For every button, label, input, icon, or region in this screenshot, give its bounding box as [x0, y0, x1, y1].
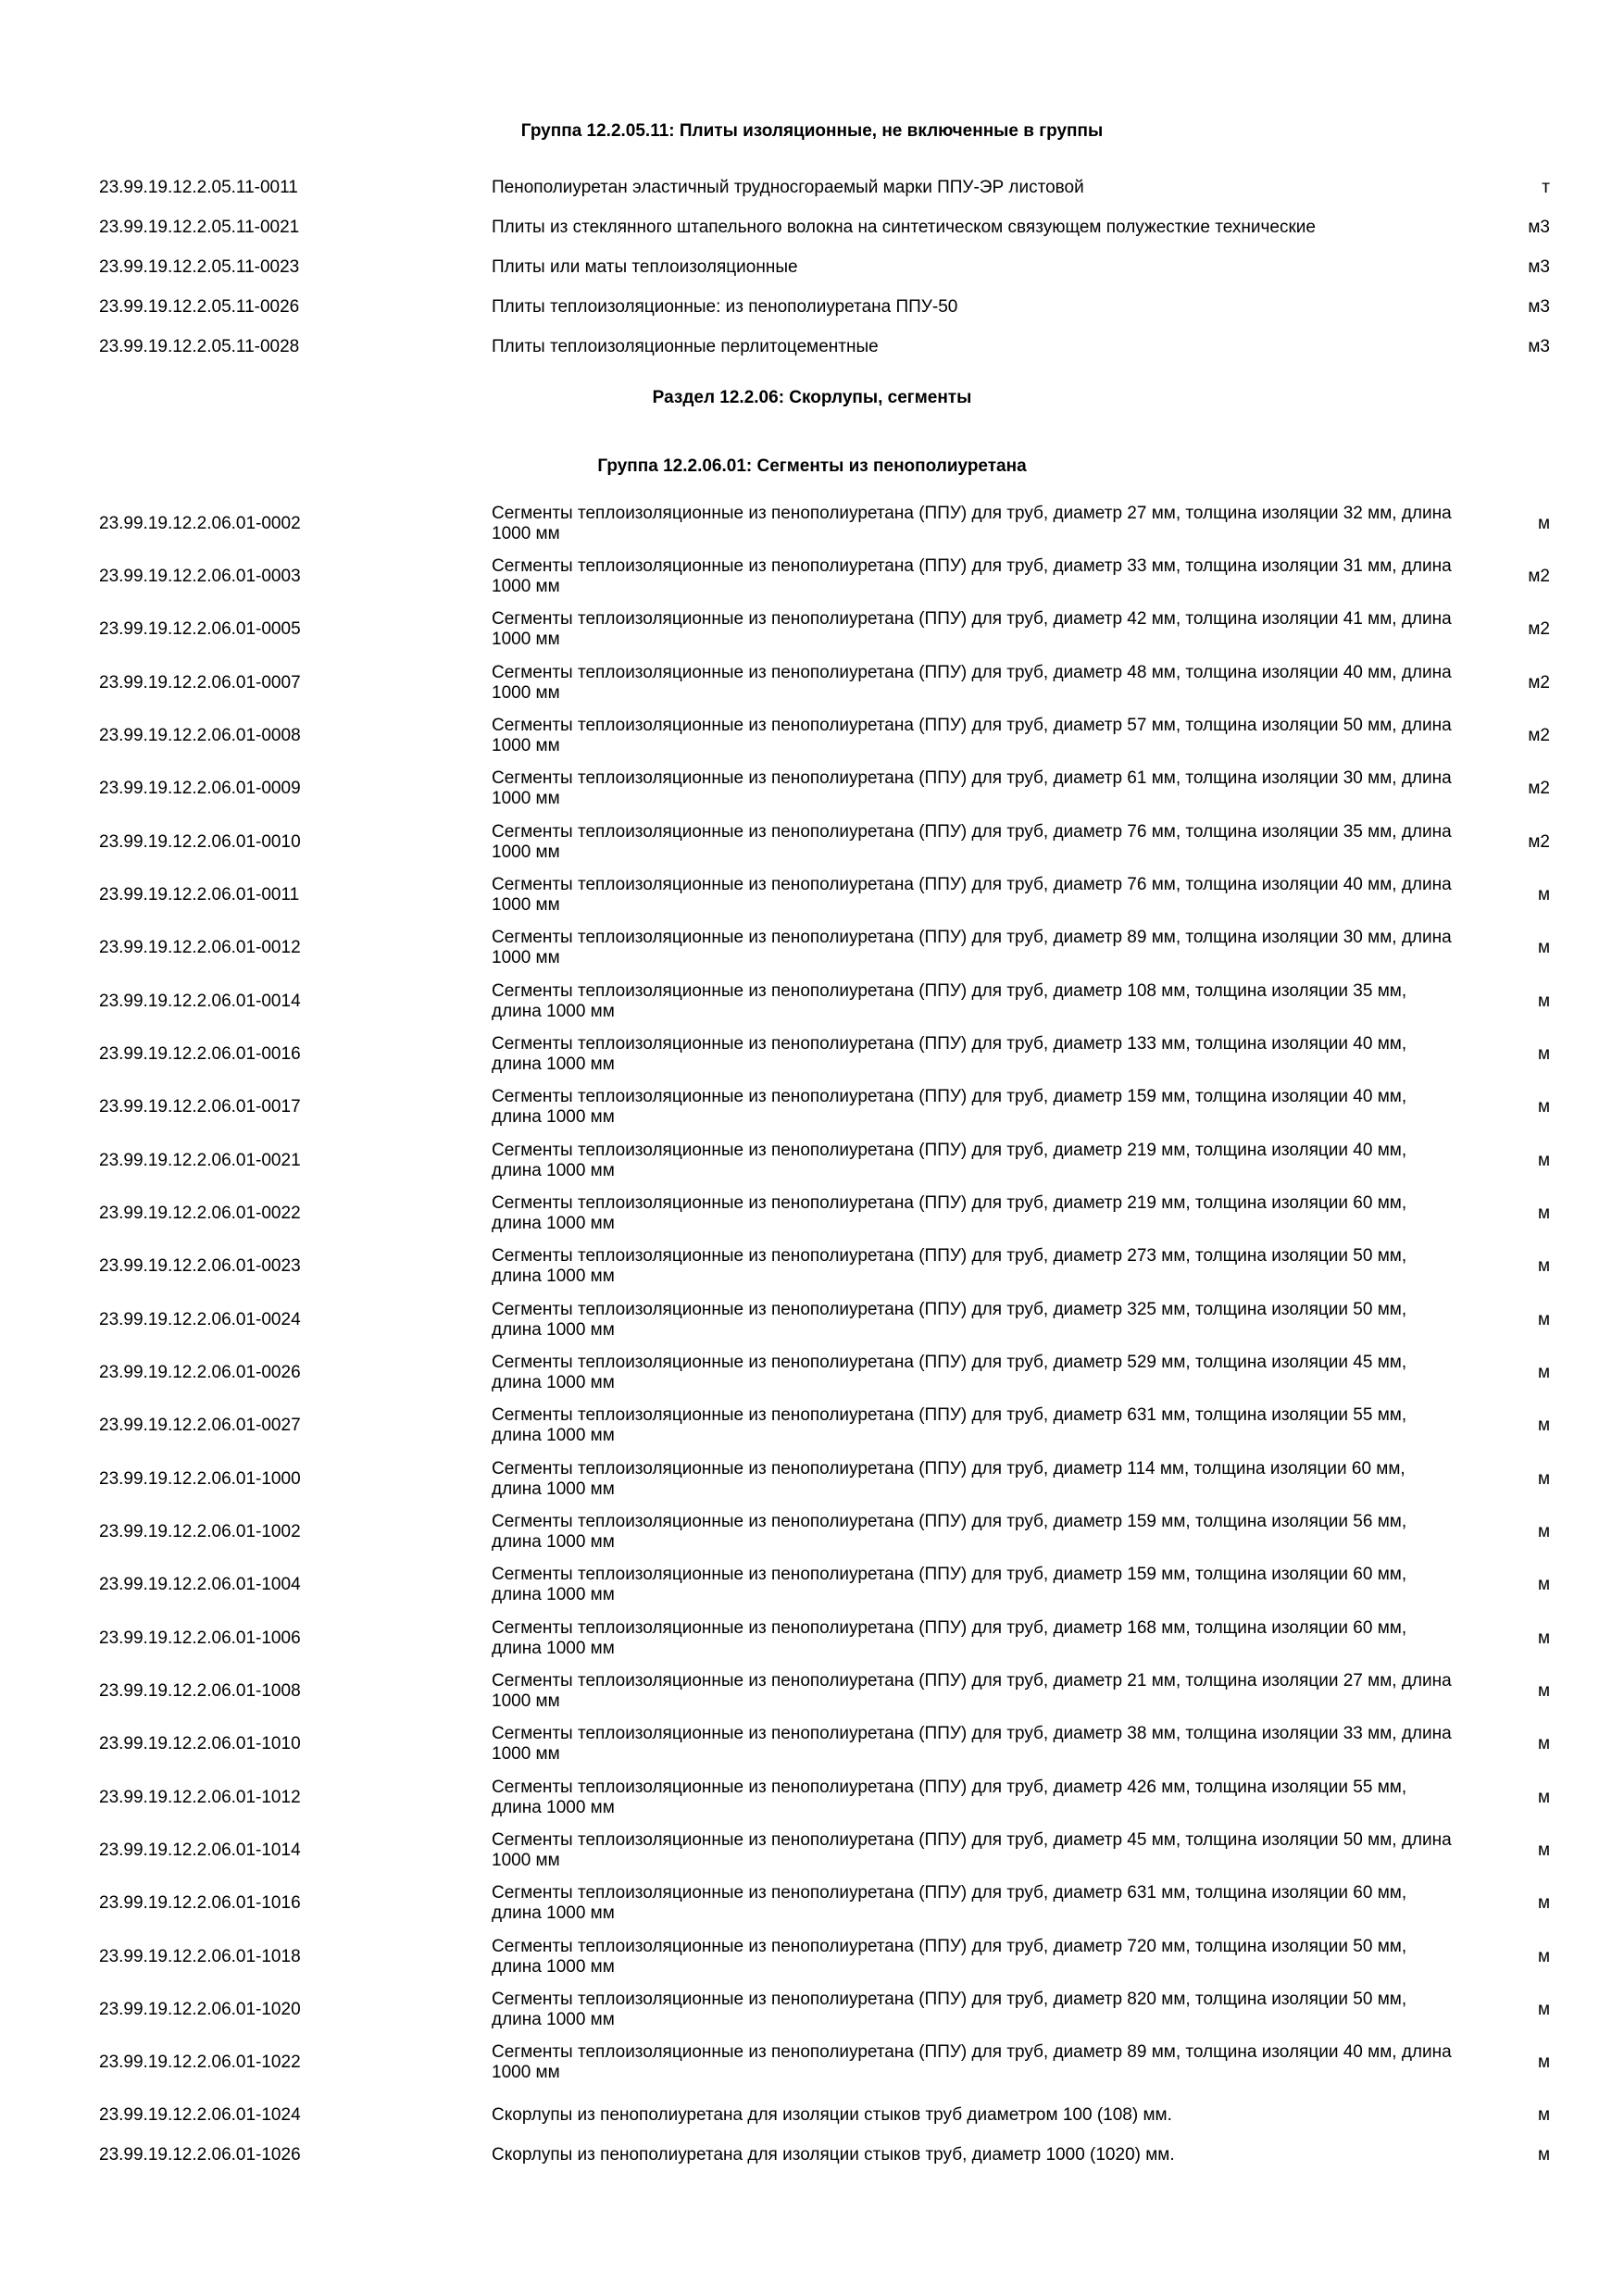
- table-row: [0, 1246, 1624, 1287]
- row-unit: м: [1537, 2145, 1550, 2165]
- table-row: [0, 1141, 1624, 1181]
- row-code: 23.99.19.12.2.06.01-1014: [99, 1841, 301, 1860]
- row-code: 23.99.19.12.2.06.01-0014: [99, 992, 301, 1011]
- row-name: Скорлупы из пенополиуретана для изоляции стыков труб, диаметр 1000 (1020) мм.: [492, 2145, 1175, 2165]
- row-code: 23.99.19.12.2.06.01-1006: [99, 1628, 301, 1648]
- row-unit: м: [1537, 938, 1550, 957]
- row-unit: м: [1537, 1363, 1550, 1382]
- table-row: [0, 1565, 1624, 1605]
- table-row: [0, 2102, 1624, 2129]
- row-code: 23.99.19.12.2.06.01-0008: [99, 726, 301, 745]
- table-row: [0, 1193, 1624, 1234]
- row-code: 23.99.19.12.2.06.01-1012: [99, 1788, 301, 1807]
- row-unit: м: [1537, 1734, 1550, 1753]
- table-row: [0, 1353, 1624, 1393]
- row-unit: м2: [1528, 673, 1550, 693]
- row-code: 23.99.19.12.2.06.01-0021: [99, 1151, 301, 1170]
- row-code: 23.99.19.12.2.06.01-0023: [99, 1256, 301, 1276]
- row-unit: м: [1537, 1522, 1550, 1541]
- row-code: 23.99.19.12.2.06.01-1016: [99, 1893, 301, 1913]
- row-unit: м: [1537, 1893, 1550, 1913]
- table-row: [0, 1671, 1624, 1712]
- row-name: Плиты теплоизоляционные: из пенополиуретана ППУ-50: [492, 297, 958, 317]
- table-row: [0, 1778, 1624, 1818]
- row-unit: м: [1537, 1788, 1550, 1807]
- table-row: [0, 1830, 1624, 1871]
- table-row: [0, 293, 1624, 321]
- row-code: 23.99.19.12.2.05.11-0026: [99, 297, 300, 317]
- row-code: 23.99.19.12.2.06.01-1004: [99, 1575, 301, 1594]
- row-code: 23.99.19.12.2.06.01-0022: [99, 1204, 301, 1223]
- row-code: 23.99.19.12.2.06.01-0010: [99, 832, 301, 852]
- row-unit: м3: [1528, 337, 1550, 356]
- table-row: [0, 1883, 1624, 1924]
- row-unit: м2: [1528, 726, 1550, 745]
- row-code: 23.99.19.12.2.06.01-1026: [99, 2145, 301, 2165]
- row-unit: м3: [1528, 297, 1550, 317]
- row-name: Сегменты теплоизоляционные из пенополиуретана (ППУ) для труб, диаметр 61 мм, толщина изоляции 30 мм, длина 1000 мм: [492, 768, 1452, 808]
- table-row: [0, 1459, 1624, 1500]
- row-name: Сегменты теплоизоляционные из пенополиуретана (ППУ) для труб, диаметр 219 мм, толщина изоляции 40 мм, длина 1000 мм: [492, 1141, 1407, 1180]
- row-name: Сегменты теплоизоляционные из пенополиуретана (ППУ) для труб, диаметр 108 мм, толщина изоляции 35 мм, длина 1000 мм: [492, 981, 1407, 1021]
- row-name: Плиты теплоизоляционные перлитоцементные: [492, 337, 879, 356]
- row-unit: м: [1537, 1628, 1550, 1648]
- row-unit: м: [1537, 1097, 1550, 1117]
- row-code: 23.99.19.12.2.06.01-0003: [99, 567, 301, 586]
- row-unit: м: [1537, 514, 1550, 533]
- row-code: 23.99.19.12.2.06.01-1024: [99, 2105, 301, 2125]
- group-0601-heading: Группа 12.2.06.01: Сегменты из пенополиуретана: [597, 456, 1027, 476]
- row-unit: м: [1537, 885, 1550, 905]
- row-code: 23.99.19.12.2.06.01-0017: [99, 1097, 301, 1117]
- table-row: [0, 981, 1624, 1022]
- row-name: Плиты из стеклянного штапельного волокна на синтетическом связующем полужесткие технические: [492, 218, 1316, 237]
- section-0206-heading: Раздел 12.2.06: Скорлупы, сегменты: [652, 388, 972, 407]
- table-row: [0, 1512, 1624, 1553]
- table-row: [0, 174, 1624, 202]
- row-unit: т: [1542, 178, 1550, 197]
- table-row: [0, 1990, 1624, 2030]
- row-name: Сегменты теплоизоляционные из пенополиуретана (ППУ) для труб, диаметр 114 мм, толщина изоляции 60 мм, длина 1000 мм: [492, 1459, 1405, 1499]
- row-code: 23.99.19.12.2.05.11-0011: [99, 178, 298, 197]
- table-row: [0, 822, 1624, 863]
- table-row: [0, 2141, 1624, 2169]
- table-row: [0, 716, 1624, 756]
- row-unit: м: [1537, 1256, 1550, 1276]
- table-row: [0, 768, 1624, 809]
- row-name: Сегменты теплоизоляционные из пенополиуретана (ППУ) для труб, диаметр 631 мм, толщина изоляции 60 мм, длина 1000 мм: [492, 1883, 1407, 1923]
- row-name: Плиты или маты теплоизоляционные: [492, 257, 798, 277]
- row-name: Сегменты теплоизоляционные из пенополиуретана (ППУ) для труб, диаметр 219 мм, толщина изоляции 60 мм, длина 1000 мм: [492, 1193, 1407, 1233]
- table-row: [0, 2042, 1624, 2083]
- row-unit: м3: [1528, 218, 1550, 237]
- row-code: 23.99.19.12.2.06.01-1022: [99, 2053, 301, 2072]
- row-unit: м2: [1528, 779, 1550, 798]
- row-name: Сегменты теплоизоляционные из пенополиуретана (ППУ) для труб, диаметр 133 мм, толщина изоляции 40 мм, длина 1000 мм: [492, 1034, 1407, 1074]
- row-unit: м: [1537, 1947, 1550, 1966]
- row-name: Сегменты теплоизоляционные из пенополиуретана (ППУ) для труб, диаметр 529 мм, толщина изоляции 45 мм, длина 1000 мм: [492, 1353, 1407, 1392]
- row-unit: м: [1537, 1416, 1550, 1435]
- row-code: 23.99.19.12.2.06.01-0011: [99, 885, 300, 905]
- row-unit: м2: [1528, 832, 1550, 852]
- row-unit: м: [1537, 1204, 1550, 1223]
- row-name: Сегменты теплоизоляционные из пенополиуретана (ППУ) для труб, диаметр 168 мм, толщина изоляции 60 мм, длина 1000 мм: [492, 1618, 1407, 1658]
- table-row: [0, 1724, 1624, 1765]
- row-code: 23.99.19.12.2.06.01-1002: [99, 1522, 301, 1541]
- row-unit: м: [1537, 2000, 1550, 2019]
- row-unit: м: [1537, 1841, 1550, 1860]
- row-name: Сегменты теплоизоляционные из пенополиуретана (ППУ) для труб, диаметр 820 мм, толщина изоляции 50 мм, длина 1000 мм: [492, 1990, 1407, 2029]
- table-row: [0, 1300, 1624, 1341]
- row-code: 23.99.19.12.2.06.01-0009: [99, 779, 301, 798]
- row-code: 23.99.19.12.2.06.01-1000: [99, 1469, 301, 1489]
- row-unit: м3: [1528, 257, 1550, 277]
- row-code: 23.99.19.12.2.05.11-0028: [99, 337, 300, 356]
- row-name: Сегменты теплоизоляционные из пенополиуретана (ППУ) для труб, диаметр 159 мм, толщина изоляции 56 мм, длина 1000 мм: [492, 1512, 1407, 1552]
- row-name: Сегменты теплоизоляционные из пенополиуретана (ППУ) для труб, диаметр 27 мм, толщина изоляции 32 мм, длина 1000 мм: [492, 504, 1452, 543]
- table-row: [0, 504, 1624, 544]
- table-row: [0, 1087, 1624, 1128]
- row-code: 23.99.19.12.2.06.01-0002: [99, 514, 301, 533]
- table-row: [0, 556, 1624, 597]
- row-code: 23.99.19.12.2.06.01-1020: [99, 2000, 301, 2019]
- row-code: 23.99.19.12.2.06.01-0012: [99, 938, 301, 957]
- row-unit: м: [1537, 2053, 1550, 2072]
- row-name: Сегменты теплоизоляционные из пенополиуретана (ППУ) для труб, диаметр 89 мм, толщина изоляции 30 мм, длина 1000 мм: [492, 928, 1452, 967]
- row-unit: м2: [1528, 619, 1550, 639]
- row-code: 23.99.19.12.2.06.01-0024: [99, 1310, 301, 1329]
- row-code: 23.99.19.12.2.06.01-0005: [99, 619, 301, 639]
- row-name: Сегменты теплоизоляционные из пенополиуретана (ППУ) для труб, диаметр 426 мм, толщина изоляции 55 мм, длина 1000 мм: [492, 1778, 1407, 1817]
- row-code: 23.99.19.12.2.05.11-0021: [99, 218, 300, 237]
- row-code: 23.99.19.12.2.06.01-0007: [99, 673, 301, 693]
- row-code: 23.99.19.12.2.06.01-0026: [99, 1363, 301, 1382]
- row-name: Сегменты теплоизоляционные из пенополиуретана (ППУ) для труб, диаметр 720 мм, толщина изоляции 50 мм, длина 1000 мм: [492, 1937, 1407, 1977]
- table-row: [0, 1405, 1624, 1446]
- row-name: Сегменты теплоизоляционные из пенополиуретана (ППУ) для труб, диаметр 273 мм, толщина изоляции 50 мм, длина 1000 мм: [492, 1246, 1407, 1286]
- row-name: Сегменты теплоизоляционные из пенополиуретана (ППУ) для труб, диаметр 33 мм, толщина изоляции 31 мм, длина 1000 мм: [492, 556, 1452, 596]
- table-row: [0, 1618, 1624, 1659]
- row-name: Сегменты теплоизоляционные из пенополиуретана (ППУ) для труб, диаметр 38 мм, толщина изоляции 33 мм, длина 1000 мм: [492, 1724, 1452, 1764]
- table-row: [0, 1937, 1624, 1978]
- row-name: Скорлупы из пенополиуретана для изоляции стыков труб диаметром 100 (108) мм.: [492, 2105, 1172, 2125]
- table-row: [0, 214, 1624, 242]
- row-code: 23.99.19.12.2.06.01-1010: [99, 1734, 301, 1753]
- table-row: [0, 254, 1624, 281]
- row-unit: м: [1537, 1681, 1550, 1701]
- row-unit: м: [1537, 1151, 1550, 1170]
- row-code: 23.99.19.12.2.06.01-1018: [99, 1947, 301, 1966]
- group-0511-heading: Группа 12.2.05.11: Плиты изоляционные, не включенные в группы: [520, 121, 1104, 141]
- row-code: 23.99.19.12.2.06.01-0027: [99, 1416, 301, 1435]
- row-name: Сегменты теплоизоляционные из пенополиуретана (ППУ) для труб, диаметр 89 мм, толщина изоляции 40 мм, длина 1000 мм: [492, 2042, 1452, 2082]
- row-name: Сегменты теплоизоляционные из пенополиуретана (ППУ) для труб, диаметр 631 мм, толщина изоляции 55 мм, длина 1000 мм: [492, 1405, 1407, 1445]
- row-unit: м: [1537, 2105, 1550, 2125]
- row-name: Сегменты теплоизоляционные из пенополиуретана (ППУ) для труб, диаметр 45 мм, толщина изоляции 50 мм, длина 1000 мм: [492, 1830, 1452, 1870]
- row-unit: м: [1537, 992, 1550, 1011]
- row-name: Сегменты теплоизоляционные из пенополиуретана (ППУ) для труб, диаметр 57 мм, толщина изоляции 50 мм, длина 1000 мм: [492, 716, 1452, 755]
- row-name: Сегменты теплоизоляционные из пенополиуретана (ППУ) для труб, диаметр 159 мм, толщина изоляции 60 мм, длина 1000 мм: [492, 1565, 1407, 1604]
- row-unit: м2: [1528, 567, 1550, 586]
- table-row: [0, 609, 1624, 650]
- table-row: [0, 928, 1624, 968]
- row-name: Сегменты теплоизоляционные из пенополиуретана (ППУ) для труб, диаметр 76 мм, толщина изоляции 40 мм, длина 1000 мм: [492, 875, 1452, 915]
- table-row: [0, 875, 1624, 916]
- row-name: Сегменты теплоизоляционные из пенополиуретана (ППУ) для труб, диаметр 48 мм, толщина изоляции 40 мм, длина 1000 мм: [492, 663, 1452, 703]
- table-row: [0, 663, 1624, 704]
- table-row: [0, 333, 1624, 361]
- row-name: Сегменты теплоизоляционные из пенополиуретана (ППУ) для труб, диаметр 325 мм, толщина изоляции 50 мм, длина 1000 мм: [492, 1300, 1407, 1340]
- row-code: 23.99.19.12.2.05.11-0023: [99, 257, 300, 277]
- table-row: [0, 1034, 1624, 1075]
- row-unit: м: [1537, 1469, 1550, 1489]
- row-code: 23.99.19.12.2.06.01-1008: [99, 1681, 301, 1701]
- row-name: Пенополиуретан эластичный трудносгораемый марки ППУ-ЭР листовой: [492, 178, 1084, 197]
- row-unit: м: [1537, 1310, 1550, 1329]
- row-name: Сегменты теплоизоляционные из пенополиуретана (ППУ) для труб, диаметр 21 мм, толщина изоляции 27 мм, длина 1000 мм: [492, 1671, 1452, 1711]
- row-code: 23.99.19.12.2.06.01-0016: [99, 1044, 301, 1064]
- row-name: Сегменты теплоизоляционные из пенополиуретана (ППУ) для труб, диаметр 159 мм, толщина изоляции 40 мм, длина 1000 мм: [492, 1087, 1407, 1127]
- row-name: Сегменты теплоизоляционные из пенополиуретана (ППУ) для труб, диаметр 42 мм, толщина изоляции 41 мм, длина 1000 мм: [492, 609, 1452, 649]
- row-name: Сегменты теплоизоляционные из пенополиуретана (ППУ) для труб, диаметр 76 мм, толщина изоляции 35 мм, длина 1000 мм: [492, 822, 1452, 862]
- row-unit: м: [1537, 1044, 1550, 1064]
- row-unit: м: [1537, 1575, 1550, 1594]
